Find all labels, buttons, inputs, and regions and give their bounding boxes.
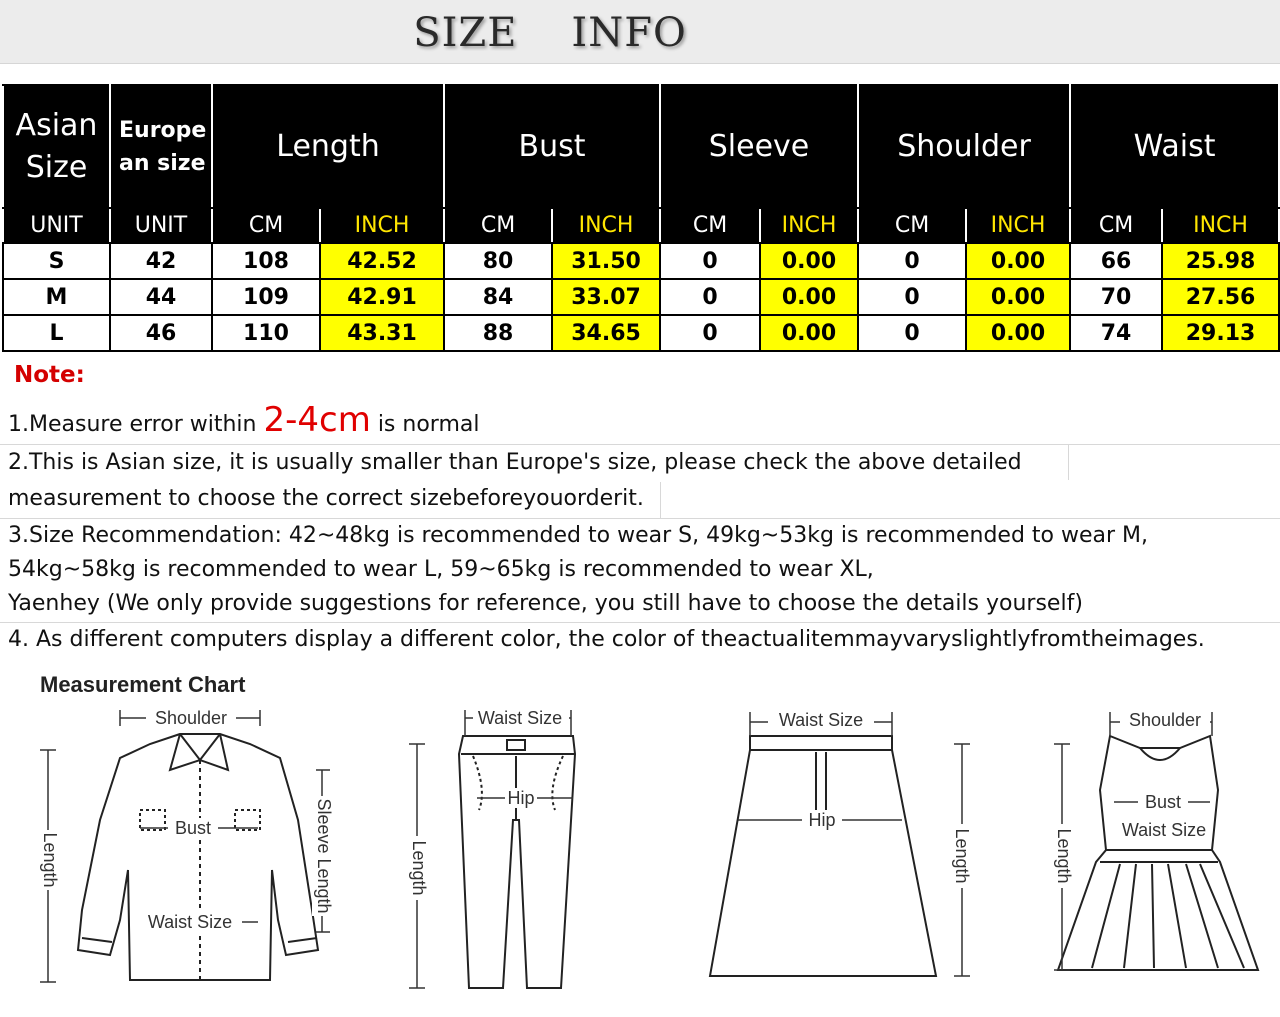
shirt-length-label: Length (40, 832, 60, 888)
table-cell: 108 (212, 243, 320, 279)
table-cell: M (3, 279, 110, 315)
table-cell: 0 (660, 279, 760, 315)
shirt-diagram (20, 700, 350, 1000)
unit-cell: UNIT (3, 208, 110, 243)
table-cell: 46 (110, 315, 212, 351)
table-cell: 42.52 (320, 243, 444, 279)
pants-hip-label: Hip (507, 788, 535, 808)
dress-waist-label: Waist Size (1121, 820, 1207, 840)
unit-cell: CM (212, 208, 320, 243)
header-asian-line1: Asian (15, 107, 98, 143)
table-cell: 29.13 (1162, 315, 1279, 351)
table-cell: 80 (444, 243, 552, 279)
header-asian-line2: Size (25, 149, 88, 185)
table-cell: 66 (1070, 243, 1162, 279)
skirt-diagram (700, 700, 990, 1000)
table-cell: 43.31 (320, 315, 444, 351)
banner-title-size: SIZE (413, 10, 518, 56)
table-cell: 42 (110, 243, 212, 279)
table-row-l (3, 315, 1279, 351)
skirt-hip-label: Hip (808, 810, 836, 830)
note-3c: Yaenhey (We only provide suggestions for reference, you still have to choose the details yourself) (8, 591, 1083, 616)
divider (1068, 444, 1069, 480)
unit-cell: CM (660, 208, 760, 243)
unit-cell: INCH (552, 208, 660, 243)
dress-length-label: Length (1054, 828, 1074, 884)
table-cell: 70 (1070, 279, 1162, 315)
table-cell: 0 (858, 243, 966, 279)
table-cell: 25.98 (1162, 243, 1279, 279)
table-cell: 0 (660, 243, 760, 279)
divider (0, 518, 1280, 519)
note-2b: measurement to choose the correct sizebeforeyouorderit. (8, 486, 644, 511)
table-cell: 74 (1070, 315, 1162, 351)
table-cell: 0.00 (760, 279, 858, 315)
table-cell: L (3, 315, 110, 351)
banner-title-info: INFO (571, 10, 687, 56)
dress-bust-label: Bust (1144, 792, 1182, 812)
note-label: Note: (14, 362, 85, 388)
table-cell: 109 (212, 279, 320, 315)
table-cell: 0 (660, 315, 760, 351)
pants-length-label: Length (409, 840, 429, 896)
header-europe-line1: Europe (119, 117, 207, 143)
table-cell: 0.00 (760, 315, 858, 351)
header-shoulder: Shoulder (858, 85, 1070, 208)
size-table (2, 84, 1280, 352)
table-cell: 110 (212, 315, 320, 351)
unit-row (3, 208, 1279, 243)
table-cell: S (3, 243, 110, 279)
shirt-shoulder-label: Shoulder (154, 708, 228, 728)
table-cell: 27.56 (1162, 279, 1279, 315)
skirt-waist-label: Waist Size (778, 710, 864, 730)
unit-cell: CM (444, 208, 552, 243)
unit-cell: INCH (760, 208, 858, 243)
skirt-length-label: Length (952, 828, 972, 884)
header-sleeve: Sleeve (660, 85, 858, 208)
table-cell: 31.50 (552, 243, 660, 279)
table-cell: 88 (444, 315, 552, 351)
unit-cell: INCH (320, 208, 444, 243)
table-cell: 0 (858, 315, 966, 351)
pants-waist-label: Waist Size (477, 708, 563, 728)
table-row-s (3, 243, 1279, 279)
table-cell: 0.00 (966, 243, 1070, 279)
note-1-pre: 1.Measure error within (8, 412, 264, 437)
note-1 (8, 400, 479, 440)
divider (660, 482, 661, 518)
shirt-illustration (20, 700, 350, 1000)
note-1-range: 2-4cm (263, 400, 371, 440)
table-cell: 0.00 (966, 279, 1070, 315)
header-europe-size (110, 85, 212, 208)
header-length: Length (212, 85, 444, 208)
header-europe-line2: an size (119, 150, 206, 176)
header-waist: Waist (1070, 85, 1279, 208)
size-info-banner (0, 0, 1280, 64)
divider (0, 622, 1280, 623)
table-cell: 0 (858, 279, 966, 315)
pants-illustration (395, 700, 595, 1000)
table-row-m (3, 279, 1279, 315)
note-4: 4. As different computers display a different color, the color of theactualitemmayvaryslightlyfromtheimages. (8, 627, 1205, 652)
header-asian-size (3, 85, 110, 208)
unit-cell: INCH (1162, 208, 1279, 243)
shirt-sleeve-label: Sleeve Length (314, 798, 334, 914)
note-3a: 3.Size Recommendation: 42~48kg is recommended to wear S, 49kg~53kg is recommended to wear M, (8, 523, 1149, 548)
shirt-bust-label: Bust (174, 818, 212, 838)
table-cell: 42.91 (320, 279, 444, 315)
unit-cell: INCH (966, 208, 1070, 243)
table-header-row (3, 85, 1279, 208)
table-cell: 0.00 (966, 315, 1070, 351)
pants-diagram (395, 700, 595, 1000)
header-bust: Bust (444, 85, 660, 208)
table-cell: 84 (444, 279, 552, 315)
dress-diagram (1040, 700, 1270, 1000)
table-cell: 0.00 (760, 243, 858, 279)
unit-cell: UNIT (110, 208, 212, 243)
notes-section (0, 358, 1280, 658)
note-3b: 54kg~58kg is recommended to wear L, 59~65kg is recommended to wear XL, (8, 557, 874, 582)
banner-title (0, 10, 1100, 56)
measurement-chart-title: Measurement Chart (40, 672, 246, 697)
note-2a: 2.This is Asian size, it is usually smaller than Europe's size, please check the above detailed (8, 450, 1022, 475)
note-1-post: is normal (370, 412, 480, 437)
unit-cell: CM (858, 208, 966, 243)
unit-cell: CM (1070, 208, 1162, 243)
divider (0, 444, 1280, 445)
table-cell: 44 (110, 279, 212, 315)
table-cell: 33.07 (552, 279, 660, 315)
shirt-waist-label: Waist Size (147, 912, 233, 932)
dress-shoulder-label: Shoulder (1128, 710, 1202, 730)
dress-illustration (1040, 700, 1270, 1000)
table-cell: 34.65 (552, 315, 660, 351)
skirt-illustration (700, 700, 990, 1000)
